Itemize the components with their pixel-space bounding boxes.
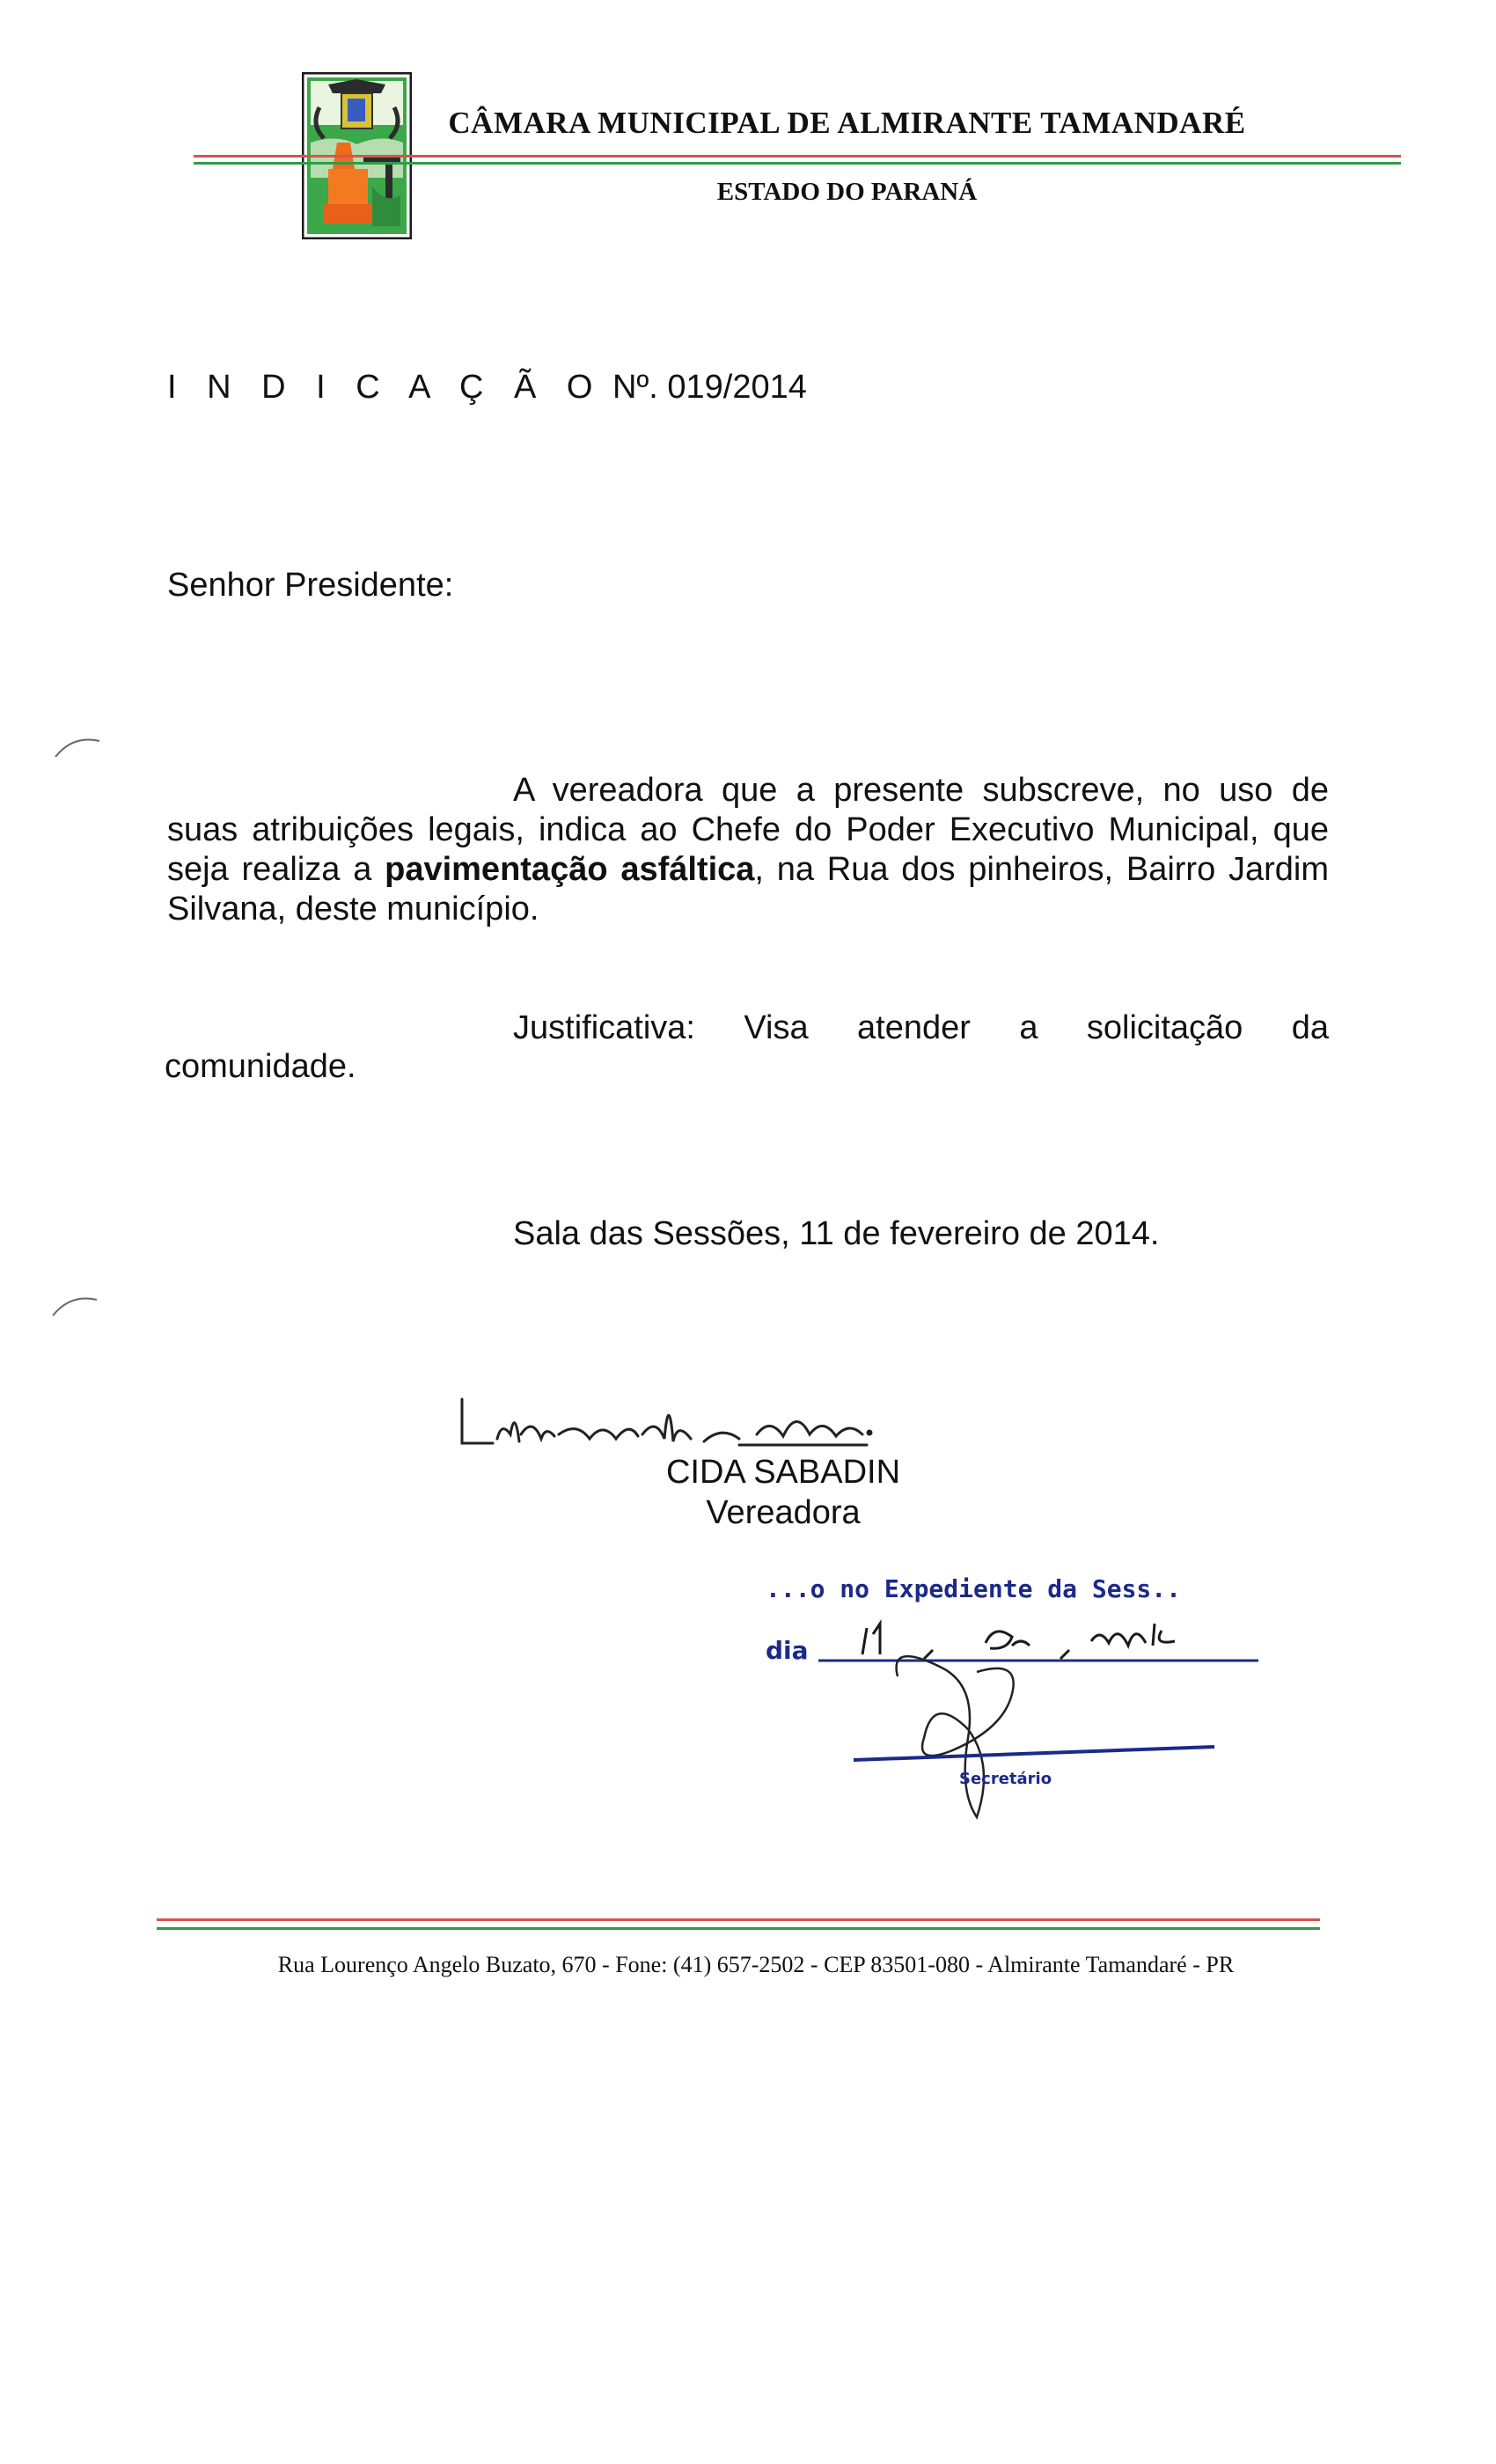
stamp-line-2: dia <box>766 1636 809 1665</box>
stamp-line-3: Secretário <box>959 1770 1052 1788</box>
footer-red-rule <box>157 1918 1320 1921</box>
paragraph-text-1: A vereadora que a presente subscreve, no uso de suas atribuições legais, indica ao Chefe do Poder Executivo Municipal, que seja realiza a <box>167 772 1329 888</box>
session-date-line: Sala das Sessões, 11 de fevereiro de 2014. <box>513 1215 1160 1252</box>
state-subtitle: ESTADO DO PARANÁ <box>716 178 978 206</box>
header-red-rule <box>194 155 1401 158</box>
paragraph-text-2: , na Rua dos pinheiros, Bairro Jardim Silvana, deste município. <box>167 851 1330 928</box>
justificativa-end: comunidade. <box>165 1048 356 1085</box>
indicacao-label: I N D I C A Ç Ã O <box>167 369 604 406</box>
institution-title: CÂMARA MUNICIPAL DE ALMIRANTE TAMANDARÉ <box>448 106 1246 140</box>
paragraph-bold: pavimentação asfáltica <box>385 851 755 888</box>
main-paragraph <box>167 771 1329 929</box>
stamp-initials <box>897 1656 1014 1817</box>
footer-address: Rua Lourenço Angelo Buzato, 670 - Fone: (41) 657-2502 - CEP 83501-080 - Almirante Tamandaré - PR <box>277 1952 1235 1977</box>
signer-name: CIDA SABADIN <box>665 1454 901 1491</box>
footer-green-rule <box>157 1927 1320 1930</box>
greeting: Senhor Presidente: <box>167 567 454 604</box>
margin-mark <box>51 730 104 766</box>
margin-mark <box>48 1289 101 1324</box>
received-stamp <box>748 1562 1276 1835</box>
handwritten-signature <box>458 1373 968 1452</box>
handwritten-date <box>862 1624 1175 1659</box>
stamp-line-1: ...o no Expediente da Sess.. <box>766 1574 1182 1603</box>
indicacao-heading <box>167 368 807 407</box>
signer-role: Vereadora <box>706 1494 861 1531</box>
justificativa-line: Justificativa: Visa atender a solicitação da <box>513 1009 1329 1046</box>
indicacao-number: Nº. 019/2014 <box>612 369 807 406</box>
header-green-rule <box>194 162 1401 165</box>
